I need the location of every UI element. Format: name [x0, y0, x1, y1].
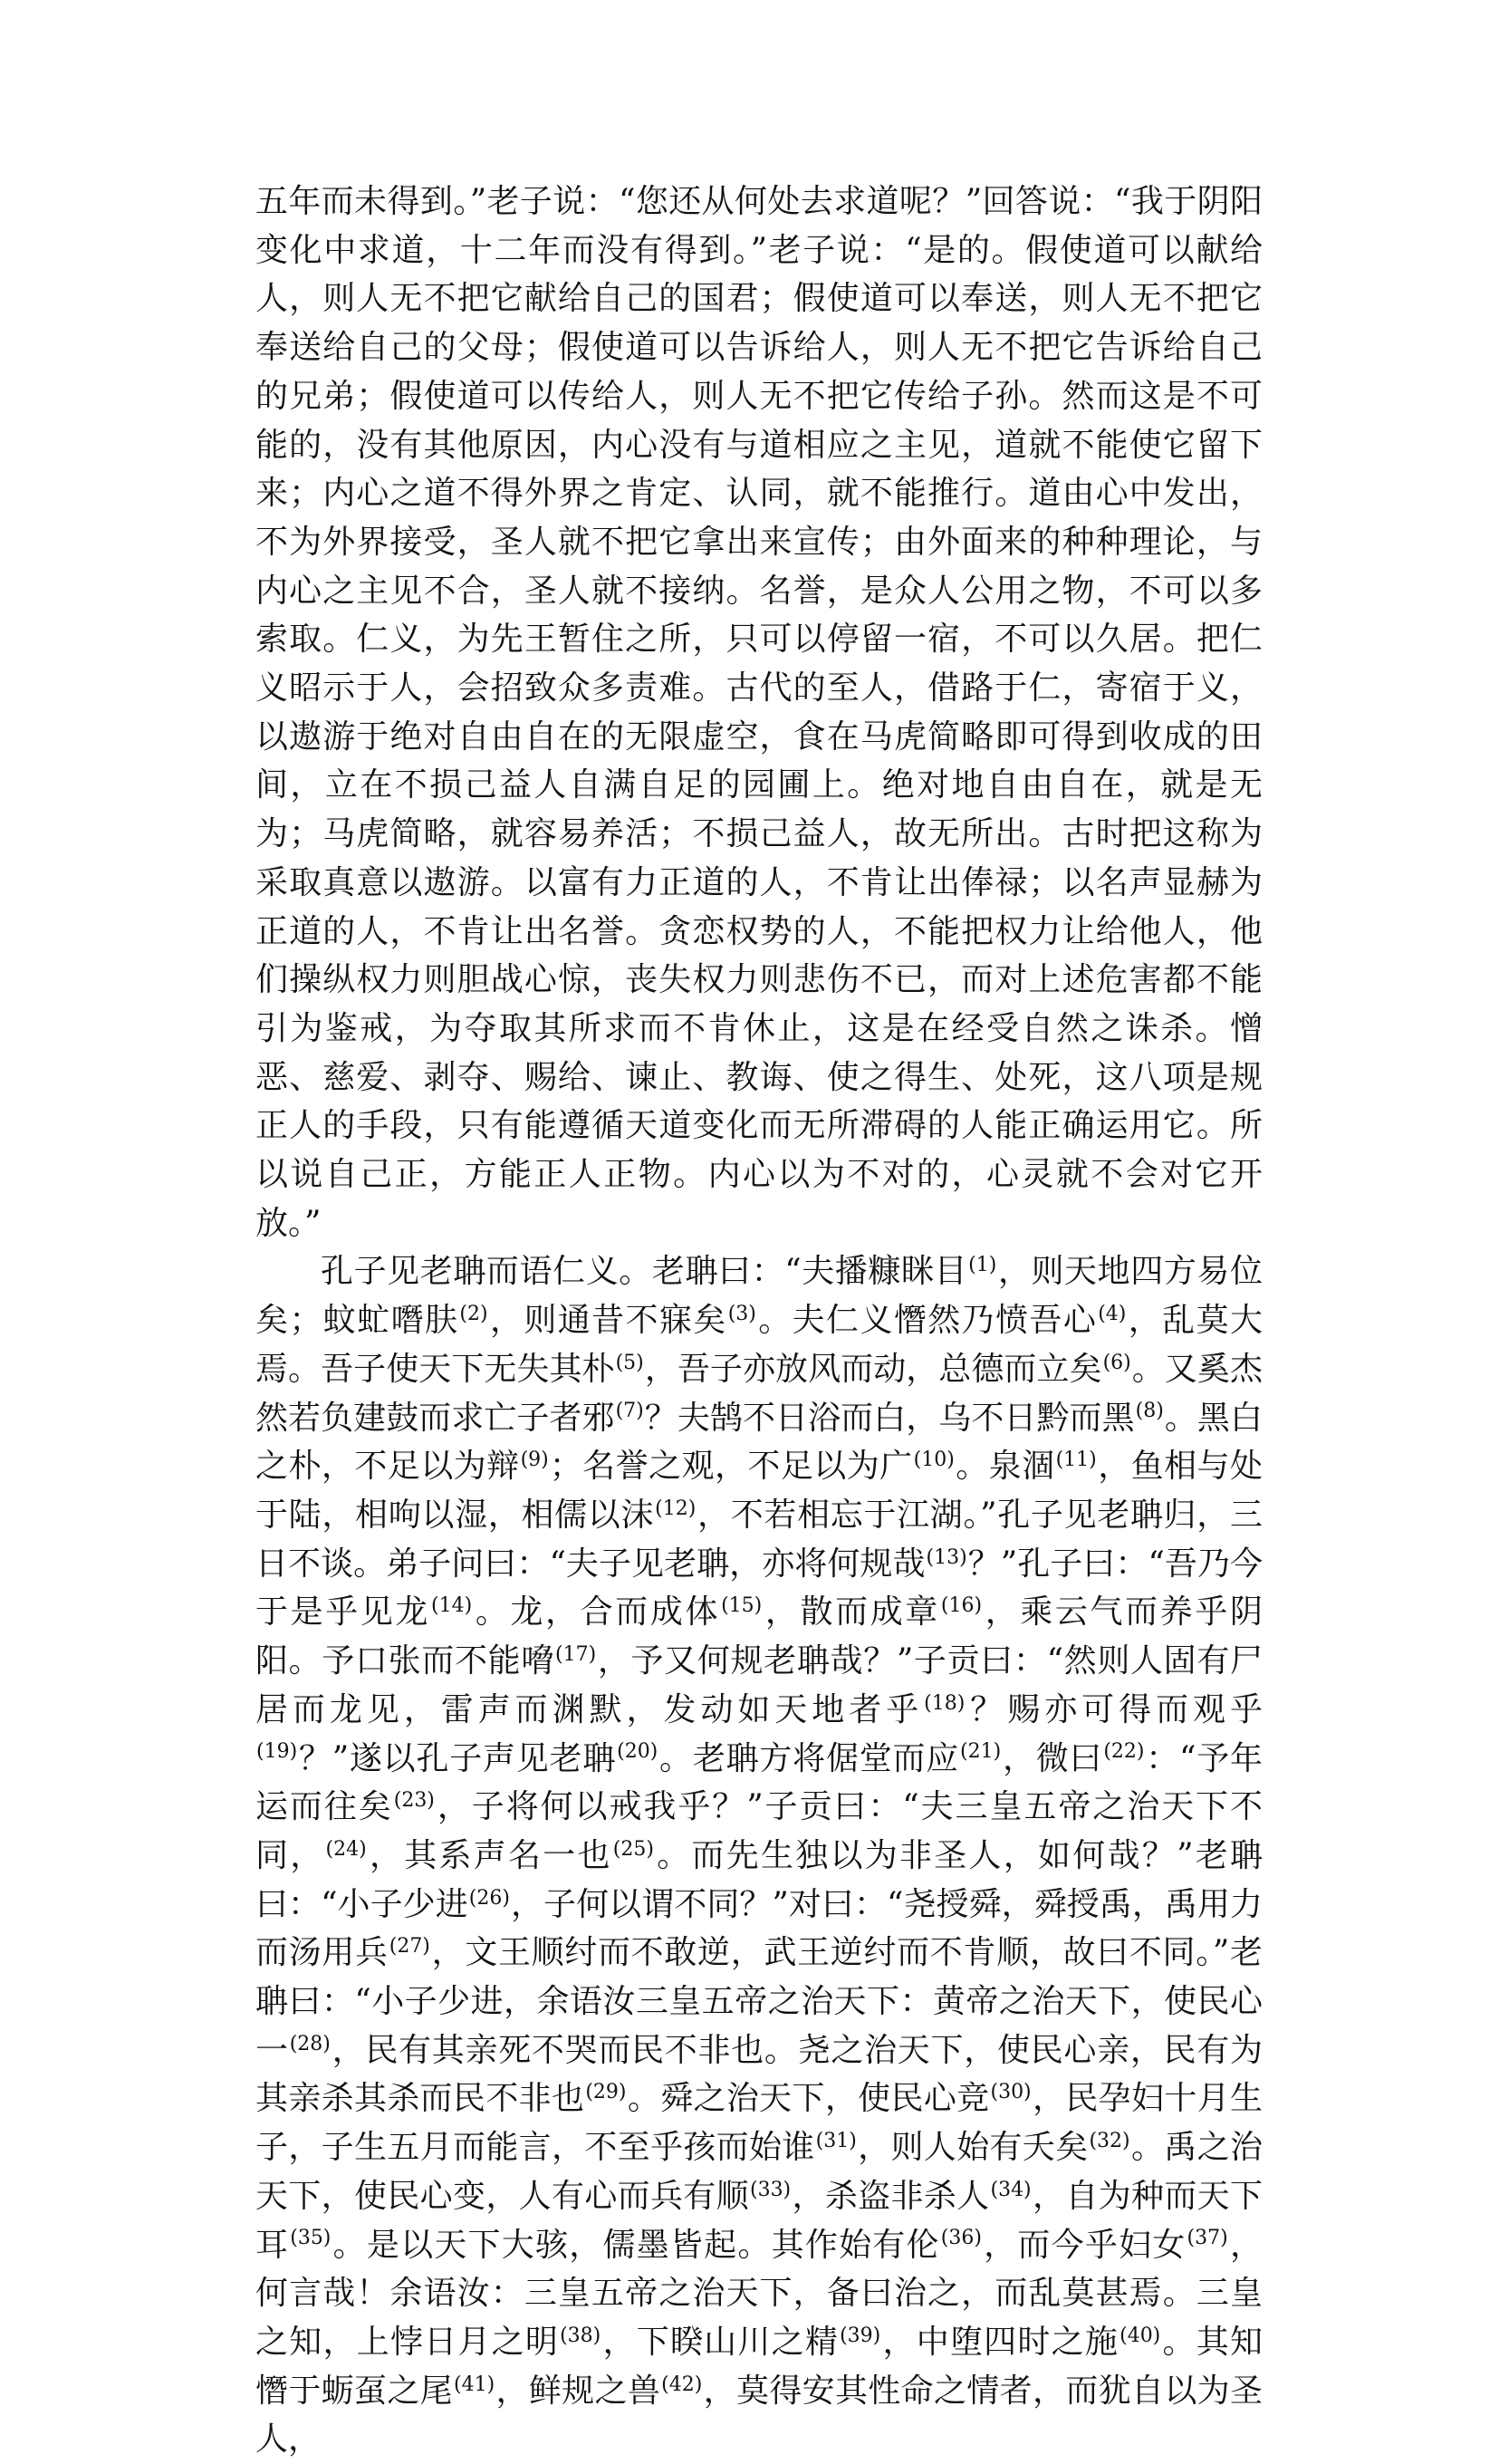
- text-run: 。又奚杰然若负建鼓而求亡子者邪: [255, 1350, 1263, 1437]
- footnote-marker: (39): [840, 2324, 881, 2347]
- footnote-marker: (11): [1055, 1449, 1097, 1472]
- footnote-marker: (25): [612, 1837, 654, 1861]
- footnote-marker: (37): [1187, 2227, 1228, 2250]
- footnote-marker: (34): [990, 2178, 1032, 2201]
- footnote-marker: (3): [727, 1303, 756, 1326]
- text-run: ，予又何规老聃哉？”子贡曰：“然则人固有尸居而龙见，雷声而渊默，发动如天地者乎: [255, 1642, 1263, 1728]
- footnote-marker: (7): [615, 1400, 644, 1423]
- footnote-marker: (12): [655, 1497, 697, 1520]
- text-run: 。而先生独以为非圣人，如何哉？”老聃曰：“小子少进: [255, 1836, 1263, 1923]
- footnote-marker: (33): [749, 2178, 792, 2201]
- footnote-marker: (18): [924, 1691, 966, 1715]
- text-run: ，吾子亦放风而动，总德而立矣: [644, 1350, 1102, 1388]
- text-run: ，乘云气而养乎阴阳。予口张而不能嗋: [255, 1593, 1263, 1680]
- footnote-marker: (35): [290, 2227, 332, 2250]
- footnote-marker: (19): [256, 1740, 298, 1764]
- text-run: 孔子见老聃而语仁义。老聃曰：“夫播糠眯目: [321, 1253, 968, 1291]
- footnote-marker: (21): [960, 1740, 1002, 1764]
- footnote-marker: (2): [459, 1303, 488, 1326]
- text-run: 。禹之治天下，使民心变，人有心而兵有顺: [255, 2129, 1263, 2215]
- footnote-marker: (13): [926, 1545, 967, 1569]
- text-run: 。老聃方将倨堂而应: [658, 1739, 960, 1777]
- text-run: 。舜之治天下，使民心竞: [627, 2080, 990, 2118]
- footnote-marker: (10): [913, 1449, 955, 1472]
- text-run: 。夫仁义憯然乃愤吾心: [756, 1302, 1098, 1340]
- text-run: ，散而成章: [763, 1593, 940, 1631]
- document-page: [255, 178, 1263, 2464]
- footnote-marker: (4): [1098, 1303, 1127, 1326]
- text-run: ？”遂以孔子声见老聃: [298, 1739, 617, 1777]
- text-run: ，中堕四时之施: [881, 2323, 1119, 2361]
- text-run: ，而今乎妇女: [982, 2226, 1187, 2264]
- text-run: ，民孕妇十月生子，子生五月而能言，不至乎孩而始谁: [255, 2080, 1263, 2167]
- text-run: ，杀盗非杀人: [792, 2177, 990, 2215]
- text-run: ，子将何以戒我乎？”子贡曰：“夫三皇五帝之治天下不同，: [255, 1788, 1263, 1874]
- footnote-marker: (31): [815, 2130, 857, 2153]
- footnote-marker: (22): [1103, 1740, 1145, 1764]
- text-run: ，则通昔不寐矣: [488, 1302, 727, 1340]
- footnote-marker: (8): [1135, 1400, 1164, 1423]
- footnote-marker: (30): [990, 2081, 1032, 2104]
- text-run: ？”孔子曰：“吾乃今于是乎见龙: [255, 1545, 1263, 1631]
- footnote-marker: (42): [661, 2373, 703, 2396]
- footnote-marker: (24): [325, 1837, 367, 1861]
- footnote-marker: (17): [555, 1643, 597, 1666]
- text-run: ，微曰: [1002, 1739, 1103, 1777]
- body-paragraph: [255, 178, 1263, 1247]
- text-run: ，鱼相与处于陆，相呴以湿，相儒以沫: [255, 1448, 1263, 1534]
- footnote-marker: (5): [615, 1351, 644, 1374]
- text-run: ，子何以谓不同？”对曰：“尧授舜，舜授禹，禹用力而汤用兵: [255, 1885, 1264, 1972]
- text-run: ，不若相忘于江湖。”孔子见老聃归，三日不谈。弟子问曰：“夫子见老聃，亦将何规哉: [255, 1496, 1263, 1583]
- text-run: ，文王顺纣而不敢逆，武王逆纣而不肯顺，故曰不同。”老聃曰：“小子少进，余语汝三皇五帝之治天下：黄帝之治天下，使民心一: [255, 1934, 1263, 2069]
- text-run: ？赐亦可得而观乎: [966, 1690, 1263, 1728]
- text-run: ，民有其亲死不哭而民不非也。尧之治天下，使民心亲，民有为其亲杀其杀而民不非也: [255, 2031, 1263, 2118]
- text-run: 。其知憯于蛎虿之尾: [255, 2323, 1263, 2410]
- text-run: ，鲜规之兽: [495, 2372, 661, 2410]
- footnote-marker: (40): [1119, 2324, 1161, 2347]
- text-run: ；名誉之观，不足以为广: [549, 1448, 913, 1486]
- text-run: 。龙，合而成体: [473, 1593, 721, 1631]
- text-run: 五年而未得到。”老子说：“您还从何处去求道呢？”回答说：“我于阴阳变化中求道，十二年而没有得到。”老子说：“是的。假使道可以献给人，则人无不把它献给自己的国君；假使道可以奉送，则人无不把它奉送给自己的父母；假使道可以告诉给人，则人无不把它告诉给自己的兄弟；假使道可以传给人，则人无不把它传给子孙。然而这是不可能的，没有其他原因，内心没有与道相应之主见，道就不能使它留下来；内心之道不得外界之肯定、认同，就不能推行。道由心中发出，不为外界接受，圣人就不把它拿出来宣传；由外面来的种种理论，与内心之主见不合，圣人就不接纳。名誉，是众人公用之物，不可以多索取。仁义，为先王暂住之所，只可以停留一宿，不可以久居。把仁义昭示于人，会招致众多责难。古代的至人，借路于仁，寄宿于义，以遨游于绝对自由自在的无限虚空，食在马虎简略即可得到收成的田间，立在不损己益人自满自足的园圃上。绝对地自由自在，就是无为；马虎简略，就容易养活；不损己益人，故无所出。古时把这称为采取真意以遨游。以富有力正道的人，不肯让出俸禄；以名声显赫为正道的人，不肯让出名誉。贪恋权势的人，不能把权力让给他人，他们操纵权力则胆战心惊，丧失权力则悲伤不已，而对上述危害都不能引为鉴戒，为夺取其所求而不肯休止，这是在经受自然之诛杀。憎恶、慈爱、剥夺、赐给、谏止、教诲、使之得生、处死，这八项是规正人的手段，只有能遵循天道变化而无所滞碍的人能正确运用它。所以说自己正，方能正人正物。内心以为不对的，心灵就不会对它开放。”: [255, 183, 1263, 1242]
- footnote-marker: (38): [560, 2324, 601, 2347]
- text-run: 。泉涸: [955, 1448, 1055, 1486]
- text-run: ：“予年运而往矣: [255, 1739, 1263, 1826]
- text-run: ？夫鹄不日浴而白，乌不日黔而黑: [644, 1399, 1135, 1437]
- footnote-marker: (16): [940, 1594, 983, 1618]
- text-run: ，则天地四方易位矣；蚊虻噆肤: [255, 1253, 1263, 1340]
- footnote-marker: (20): [617, 1740, 658, 1764]
- footnote-marker: (1): [968, 1254, 997, 1277]
- footnote-marker: (29): [585, 2081, 627, 2104]
- footnote-marker: (6): [1102, 1351, 1131, 1374]
- footnote-marker: (41): [454, 2373, 495, 2396]
- text-run: 。是以天下大骇，儒墨皆起。其作始有伦: [332, 2226, 940, 2264]
- footnote-marker: (9): [520, 1449, 549, 1472]
- footnote-marker: (26): [468, 1886, 510, 1910]
- footnote-marker: (27): [389, 1935, 430, 1959]
- footnote-marker: (23): [393, 1789, 435, 1813]
- text-run: ，自为种而天下耳: [255, 2177, 1263, 2264]
- footnote-marker: (15): [721, 1594, 763, 1618]
- text-run: ，则人始有夭矣: [857, 2129, 1089, 2167]
- text-run: ，莫得安其性命之情者，而犹自以为圣人，: [255, 2372, 1263, 2459]
- footnote-marker: (28): [289, 2032, 331, 2055]
- body-paragraph: [255, 1247, 1263, 2464]
- text-run: ，其系声名一也: [367, 1836, 612, 1874]
- footnote-marker: (32): [1089, 2130, 1130, 2153]
- footnote-marker: (14): [431, 1594, 473, 1618]
- text-run: ，下睽山川之精: [601, 2323, 840, 2361]
- text-run: ，何言哉！余语汝：三皇五帝之治天下，备曰治之，而乱莫甚焉。三皇之知，上悖日月之明: [255, 2226, 1263, 2361]
- text-run: ，乱莫大焉。吾子使天下无失其朴: [255, 1302, 1263, 1388]
- footnote-marker: (36): [940, 2227, 982, 2250]
- text-run: 。黑白之朴，不足以为辩: [255, 1399, 1263, 1486]
